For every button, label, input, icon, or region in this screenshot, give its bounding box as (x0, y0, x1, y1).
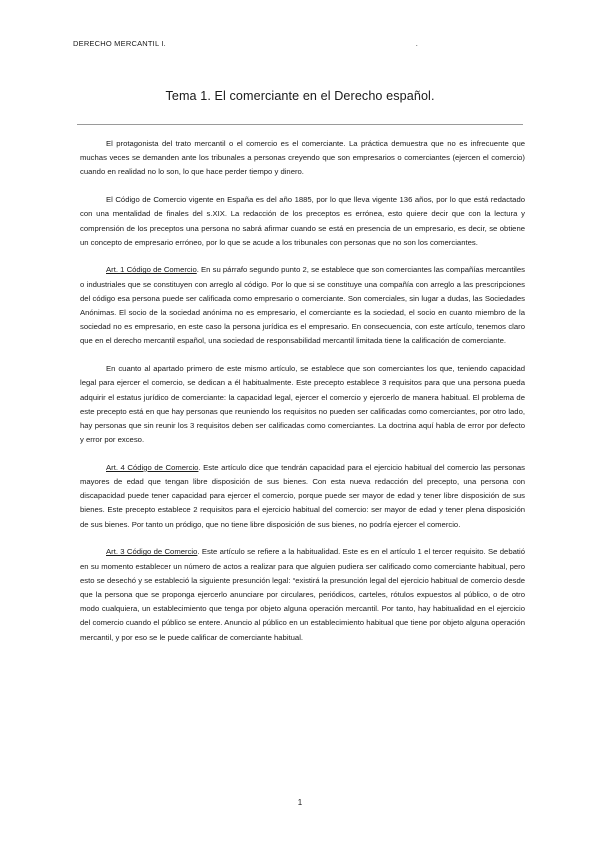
title-divider (77, 124, 523, 125)
document-body (80, 137, 525, 658)
document-title: Tema 1. El comerciante en el Derecho español. (165, 89, 435, 103)
paragraph-4: En cuanto al apartado primero de este mismo artículo, se establece que son comerciantes los que, teniendo capacidad legal para ejercer el comercio, se dedican a él habitualmente. Este precepto establece 3 requisitos para que una persona pueda adquirir el estatus jurídico de comerciante: la capacidad legal, ejercer el comercio y ejercerlo de manera habitual. El problema de este precepto está en que hay personas que reuniendo los requisitos no pueden ser calificadas como comerciantes, por otro lado, hay personas que sin reunir los 3 requisitos deben ser calificadas como comerciantes. La doctrina aquí habla de error por defecto y error por exceso. (80, 364, 525, 445)
paragraph-5-text: . Este artículo dice que tendrán capacidad para el ejercicio habitual del comercio las personas mayores de edad que tengan libre disposición de sus bienes. Con esta nueva redacción del precepto, una persona con discapacidad puede tener capacidad para ejercer el comercio, porque puede ser mayor de edad y tener libre disposición de sus bienes. Este precepto establece 2 requisitos para el ejercicio habitual del comercio: ser mayor de edad y tener plena disposición de sus bienes. Por tanto un pródigo, que no tiene libre disposición de sus bienes, no podría ejercer el comercio. (80, 462, 525, 529)
article-4-reference: Art. 4 Código de Comercio (106, 462, 199, 472)
page-number: 1 (297, 798, 303, 807)
page-header (73, 39, 527, 51)
paragraph-1: El protagonista del trato mercantil o el comercio es el comerciante. La práctica demuestra que no es infrecuente que muchas veces se demanden ante los tribunales a personas creyendo que son empresarios o comerciantes (ejercen el comercio) cuando en realidad no lo son, lo que hace perder tiempo y dinero. (80, 139, 525, 177)
article-1-reference: Art. 1 Código de Comercio (106, 265, 197, 275)
paragraph-6-text: . Este artículo se refiere a la habitualidad. Este es en el artículo 1 el tercer requisito. Se debatió en su momento establecer un número de actos a realizar para que alguien pudiera ser calificado como comerciante habitual, pero esto se desechó y se estableció la siguiente presunción legal: “existirá la presunción legal del ejercicio habitual de comercio desde que la persona que se proponga ejercerlo anunciare por circulares, periódicos, carteles, rótulos expuestos al público, o de otro modo cualquiera, un establecimiento que tenga por objeto alguna operación mercantil. Por tanto, hay habitualidad en el ejercicio del comercio cuando el público se entere. Anuncio al público en un establecimiento habitual que tiene por objeto alguna operación mercantil, y por eso se le puede calificar de comerciante habitual. (80, 547, 525, 642)
article-3-reference: Art. 3 Código de Comercio (106, 547, 198, 557)
paragraph-3-text: . En su párrafo segundo punto 2, se establece que son comerciantes las compañías mercantiles o industriales que se constituyen con arreglo al código. Por lo que si se constituye una compañía con arreglo a las prescripciones del código esa persona puede ser calificada como empresario o comerciante. Son comerciales, sin lugar a dudas, las Sociedades Anónimas. El socio de la sociedad anónima no es empresario, el comerciante es la sociedad, el socio en cuanto miembro de la sociedad no es empresario, en este caso la persona jurídica es el empresario. En consecuencia, con este artículo, tenemos claro que en el derecho mercantil español, una sociedad de responsabilidad mercantil limitada tiene la calificación de comerciante. (80, 265, 525, 346)
paragraph-6 (80, 545, 525, 644)
paragraph-3 (80, 263, 525, 348)
paragraph-2: El Código de Comercio vigente en España es del año 1885, por lo que lleva vigente 136 años, por lo que está redactado con una mentalidad de finales del s.XIX. La redacción de los preceptos es errónea, esto quiere decir que con la lectura y comprensión de los preceptos una persona no sabrá afirmar cuando se está en presencia de un empresario, es decir, se obtiene un concepto de empresario erróneo, por lo que se acude a los tribunales con personas que no son los comerciantes. (80, 195, 525, 247)
paragraph-5 (80, 461, 525, 532)
header-course-title: DERECHO MERCANTIL I. (73, 39, 166, 48)
header-dot: . (415, 39, 418, 48)
